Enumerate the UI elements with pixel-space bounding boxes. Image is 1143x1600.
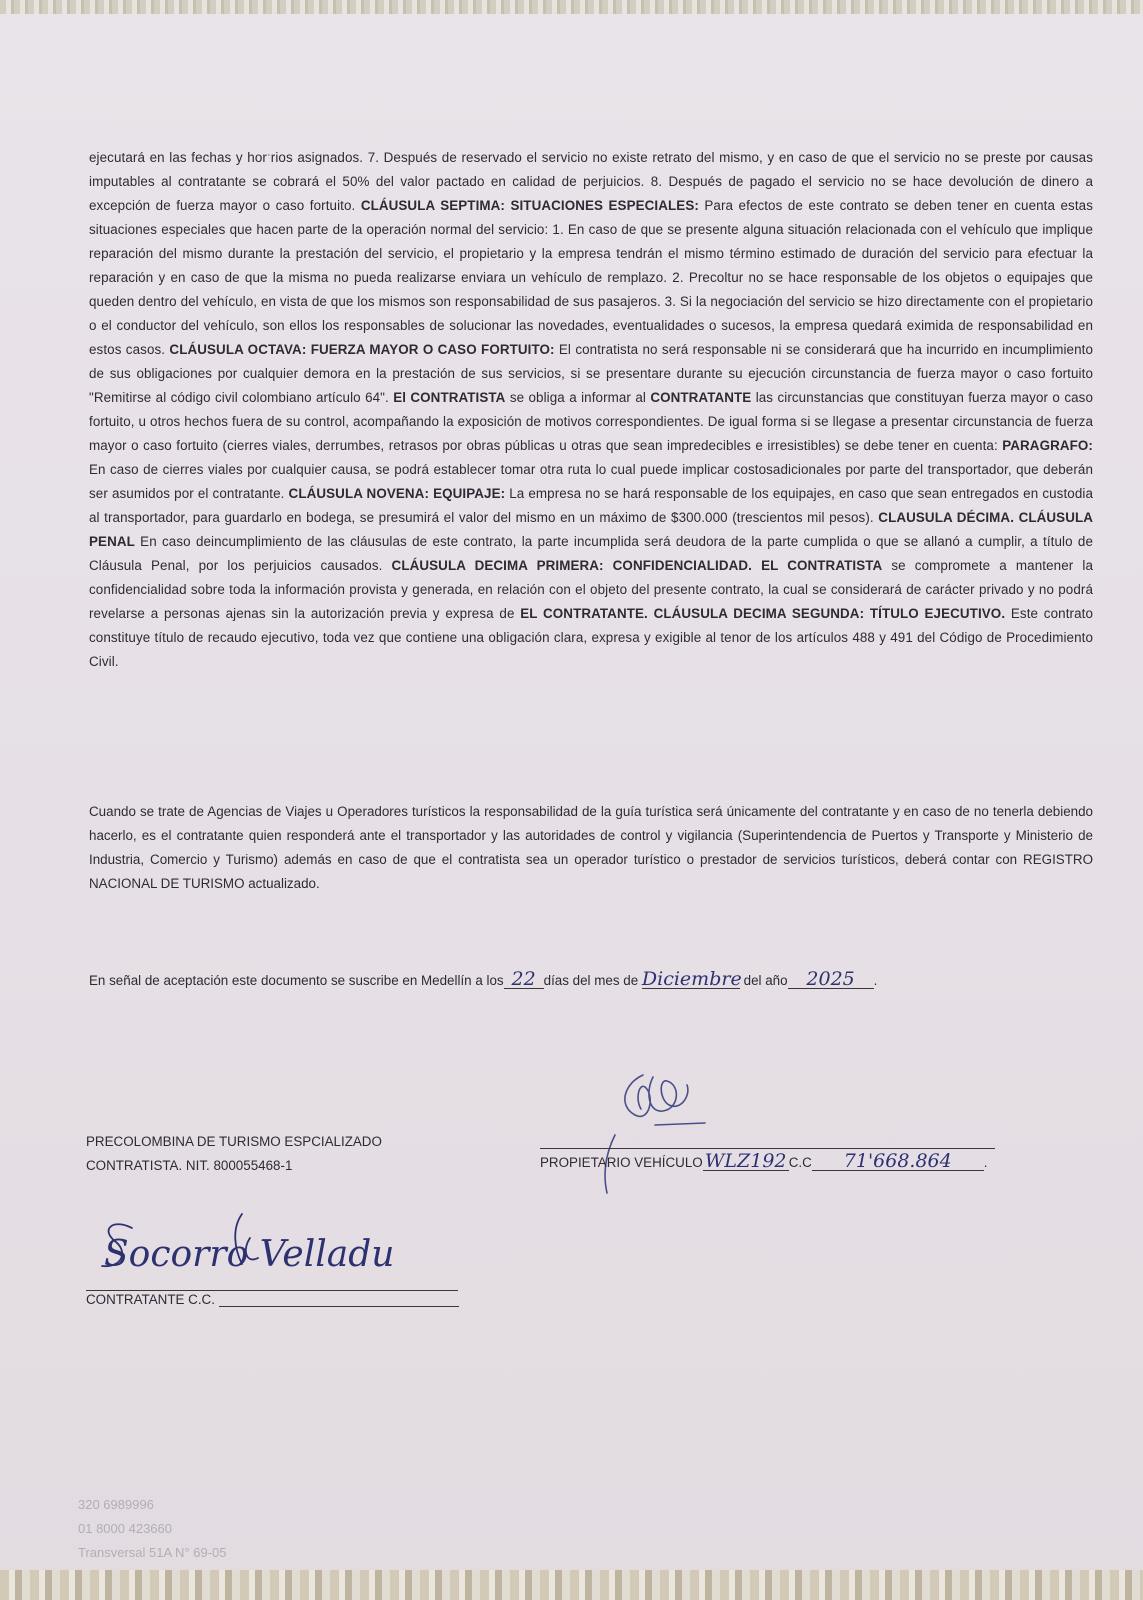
contratante-cc-field — [219, 1292, 459, 1307]
day-field: 22 — [504, 970, 544, 989]
top-decorative-border — [0, 0, 1143, 14]
contratante-signature-line — [86, 1290, 458, 1291]
term-contratante: CONTRATANTE — [650, 390, 752, 405]
contratante-signature — [92, 1208, 395, 1288]
footer-contact — [78, 1493, 227, 1565]
acceptance-line: En señal de aceptación este documento se suscribe en Medellín a los 22 días del mes de Diciembre del año 2025 . — [89, 968, 878, 990]
heading-clausula-decima-segunda: EL CONTRATANTE. CLÁUSULA DECIMA SEGUNDA: TÍTULO EJECUTIVO. — [520, 606, 1006, 621]
owner-signature-line — [540, 1148, 995, 1149]
owner-cc-field: 71'668.864 — [812, 1152, 984, 1171]
footer-phone-2: 01 8000 423660 — [78, 1521, 172, 1536]
heading-paragrafo: PARAGRAFO: — [1002, 438, 1093, 453]
propietario-block: PROPIETARIO VEHÍCULO WLZ192 C.C 71'668.864 . — [540, 1150, 988, 1172]
month-field: Diciembre — [641, 968, 742, 990]
contratista-block — [86, 1130, 382, 1178]
plate-field: WLZ192 — [703, 1152, 789, 1171]
term-el-contratista: El CONTRATISTA — [393, 390, 506, 405]
contratante-signature-text: Socorro Velladu — [104, 1234, 395, 1275]
contratista-nit: CONTRATISTA. NIT. 800055468-1 — [86, 1158, 293, 1173]
contratista-name: PRECOLOMBINA DE TURISMO ESPCIALIZADO — [86, 1134, 382, 1149]
owner-signature — [595, 1065, 725, 1215]
heading-clausula-septima: CLÁUSULA SEPTIMA: SITUACIONES ESPECIALES: — [360, 198, 699, 213]
heading-clausula-novena: CLÁUSULA NOVENA: EQUIPAJE: — [288, 486, 506, 501]
heading-clausula-decima: CLAUSULA DÉCIMA. CLÁUSULA PENAL — [89, 510, 1094, 549]
year-field: 2025 — [788, 970, 874, 989]
contract-clauses: ejecutará en las fechas y horˑrios asignados. 7. Después de reservado el servicio no existe retrato del mismo, y en caso de que el servicio no se preste por causas imputables al contratante se cobrará el 50% del valor pactado en calidad de perjuicios. 8. Después de pagado el servicio no se hace devolución de dinero a excepción de fuerza mayor o caso fortuito. CLÁUSULA SEPTIMA: SITUACIONES ESPECIALES: Para efectos de este contrato se deben tener en cuenta estas situaciones especiales que hacen parte de la operación normal del servicio: 1. En caso de que se presente alguna situación relacionada con el vehículo que implique reparación del mismo durante la prestación del servicio, el propietario y la empresa tendrán el mismo término estimado de duración del servicio para efectuar la reparación y en caso de que la misma no pueda realizarse enviara un vehículo de remplazo. 2. Precoltur no se hace responsable de los objetos o equipajes que queden dentro del vehículo, en vista de que los mismos son responsabilidad de sus pasajeros. 3. Si la negociación del servicio se hizo directamente con el propietario o el conductor del vehículo, son ellos los responsables de solucionar las novedades, eventualidades o sucesos, la empresa quedará eximida de responsabilidad en estos casos. CLÁUSULA OCTAVA: FUERZA MAYOR O CASO FORTUITO: El contratista no será responsable ni se considerará que ha incurrido en incumplimiento de sus obligaciones por cualquier demora en la prestación de sus servicios, si se presentare durante su ejecución circunstancia de fuerza mayor o caso fortuito "Remitirse al código civil colombiano artículo 64". El CONTRATISTA se obliga a informar al CONTRATANTE las circunstancias que constituyan fuerza mayor o caso fortuito, u otros hechos fuera de su control, acompañando la exposición de motivos correspondientes. De igual forma si se llegase a presentar circunstancia de fuerza mayor o caso fortuito (cierres viales, derrumbes, retrasos por obras públicas u otras que sean impredecibles e irresistibles) se debe tener en cuenta: PARAGRAFO: En caso de cierres viales por cualquier causa, se podrá establecer tomar otra ruta lo cual puede implicar costosadicionales por parte del transportador, que deberán ser asumidos por el contratante. CLÁUSULA NOVENA: EQUIPAJE: La empresa no se hará responsable de los equipajes, en caso que sean entregados en custodia al transportador, para guardarlo en bodega, se presumirá el valor del mismo en un máximo de $300.000 (trescientos mil pesos). CLAUSULA DÉCIMA. CLÁUSULA PENAL En caso deincumplimiento de las cláusulas de este contrato, la parte incumplida será deudora de la parte cumplida o que se allanó a cumplir, a título de Cláusula Penal, por los perjuicios causados. CLÁUSULA DECIMA PRIMERA: CONFIDENCIALIDAD. EL CONTRATISTA se compromete a mantener la confidencialidad sobre toda la información provista y generada, en relación con el objeto del presente contrato, la cual se considerará de carácter privado y no podrá revelarse a personas ajenas sin la autorización previa y expresa de EL CONTRATANTE. CLÁUSULA DECIMA SEGUNDA: TÍTULO EJECUTIVO. Este contrato constituye título de recaudo ejecutivo, toda vez que contiene una obligación clara, expresa y exigible al tenor de los artículos 488 y 491 del Código de Procedimiento Civil. — [89, 150, 1094, 669]
contratante-block: CONTRATANTE C.C. — [86, 1292, 459, 1307]
heading-clausula-decima-primera: CLÁUSULA DECIMA PRIMERA: CONFIDENCIALIDAD. EL CONTRATISTA — [391, 558, 883, 573]
footer-phone-1: 320 6989996 — [78, 1497, 154, 1512]
agencias-paragraph: Cuando se trate de Agencias de Viajes u Operadores turísticos la responsabilidad de la guía turística será únicamente del contratante y en caso de no tenerla debiendo hacerlo, es el contratante quien responderá ante el transportador y las autoridades de control y vigilancia (Superintendencia de Puertos y Transporte y Ministerio de Industria, Comercio y Turismo) además en caso de que el contratista sea un operador turístico o prestador de servicios turísticos, deberá contar con REGISTRO NACIONAL DE TURISMO actualizado. — [89, 804, 1093, 891]
heading-clausula-octava: CLÁUSULA OCTAVA: FUERZA MAYOR O CASO FORTUITO: — [169, 342, 555, 357]
bottom-decorative-border — [0, 1570, 1143, 1600]
footer-address: Transversal 51A N° 69-05 — [78, 1545, 227, 1560]
